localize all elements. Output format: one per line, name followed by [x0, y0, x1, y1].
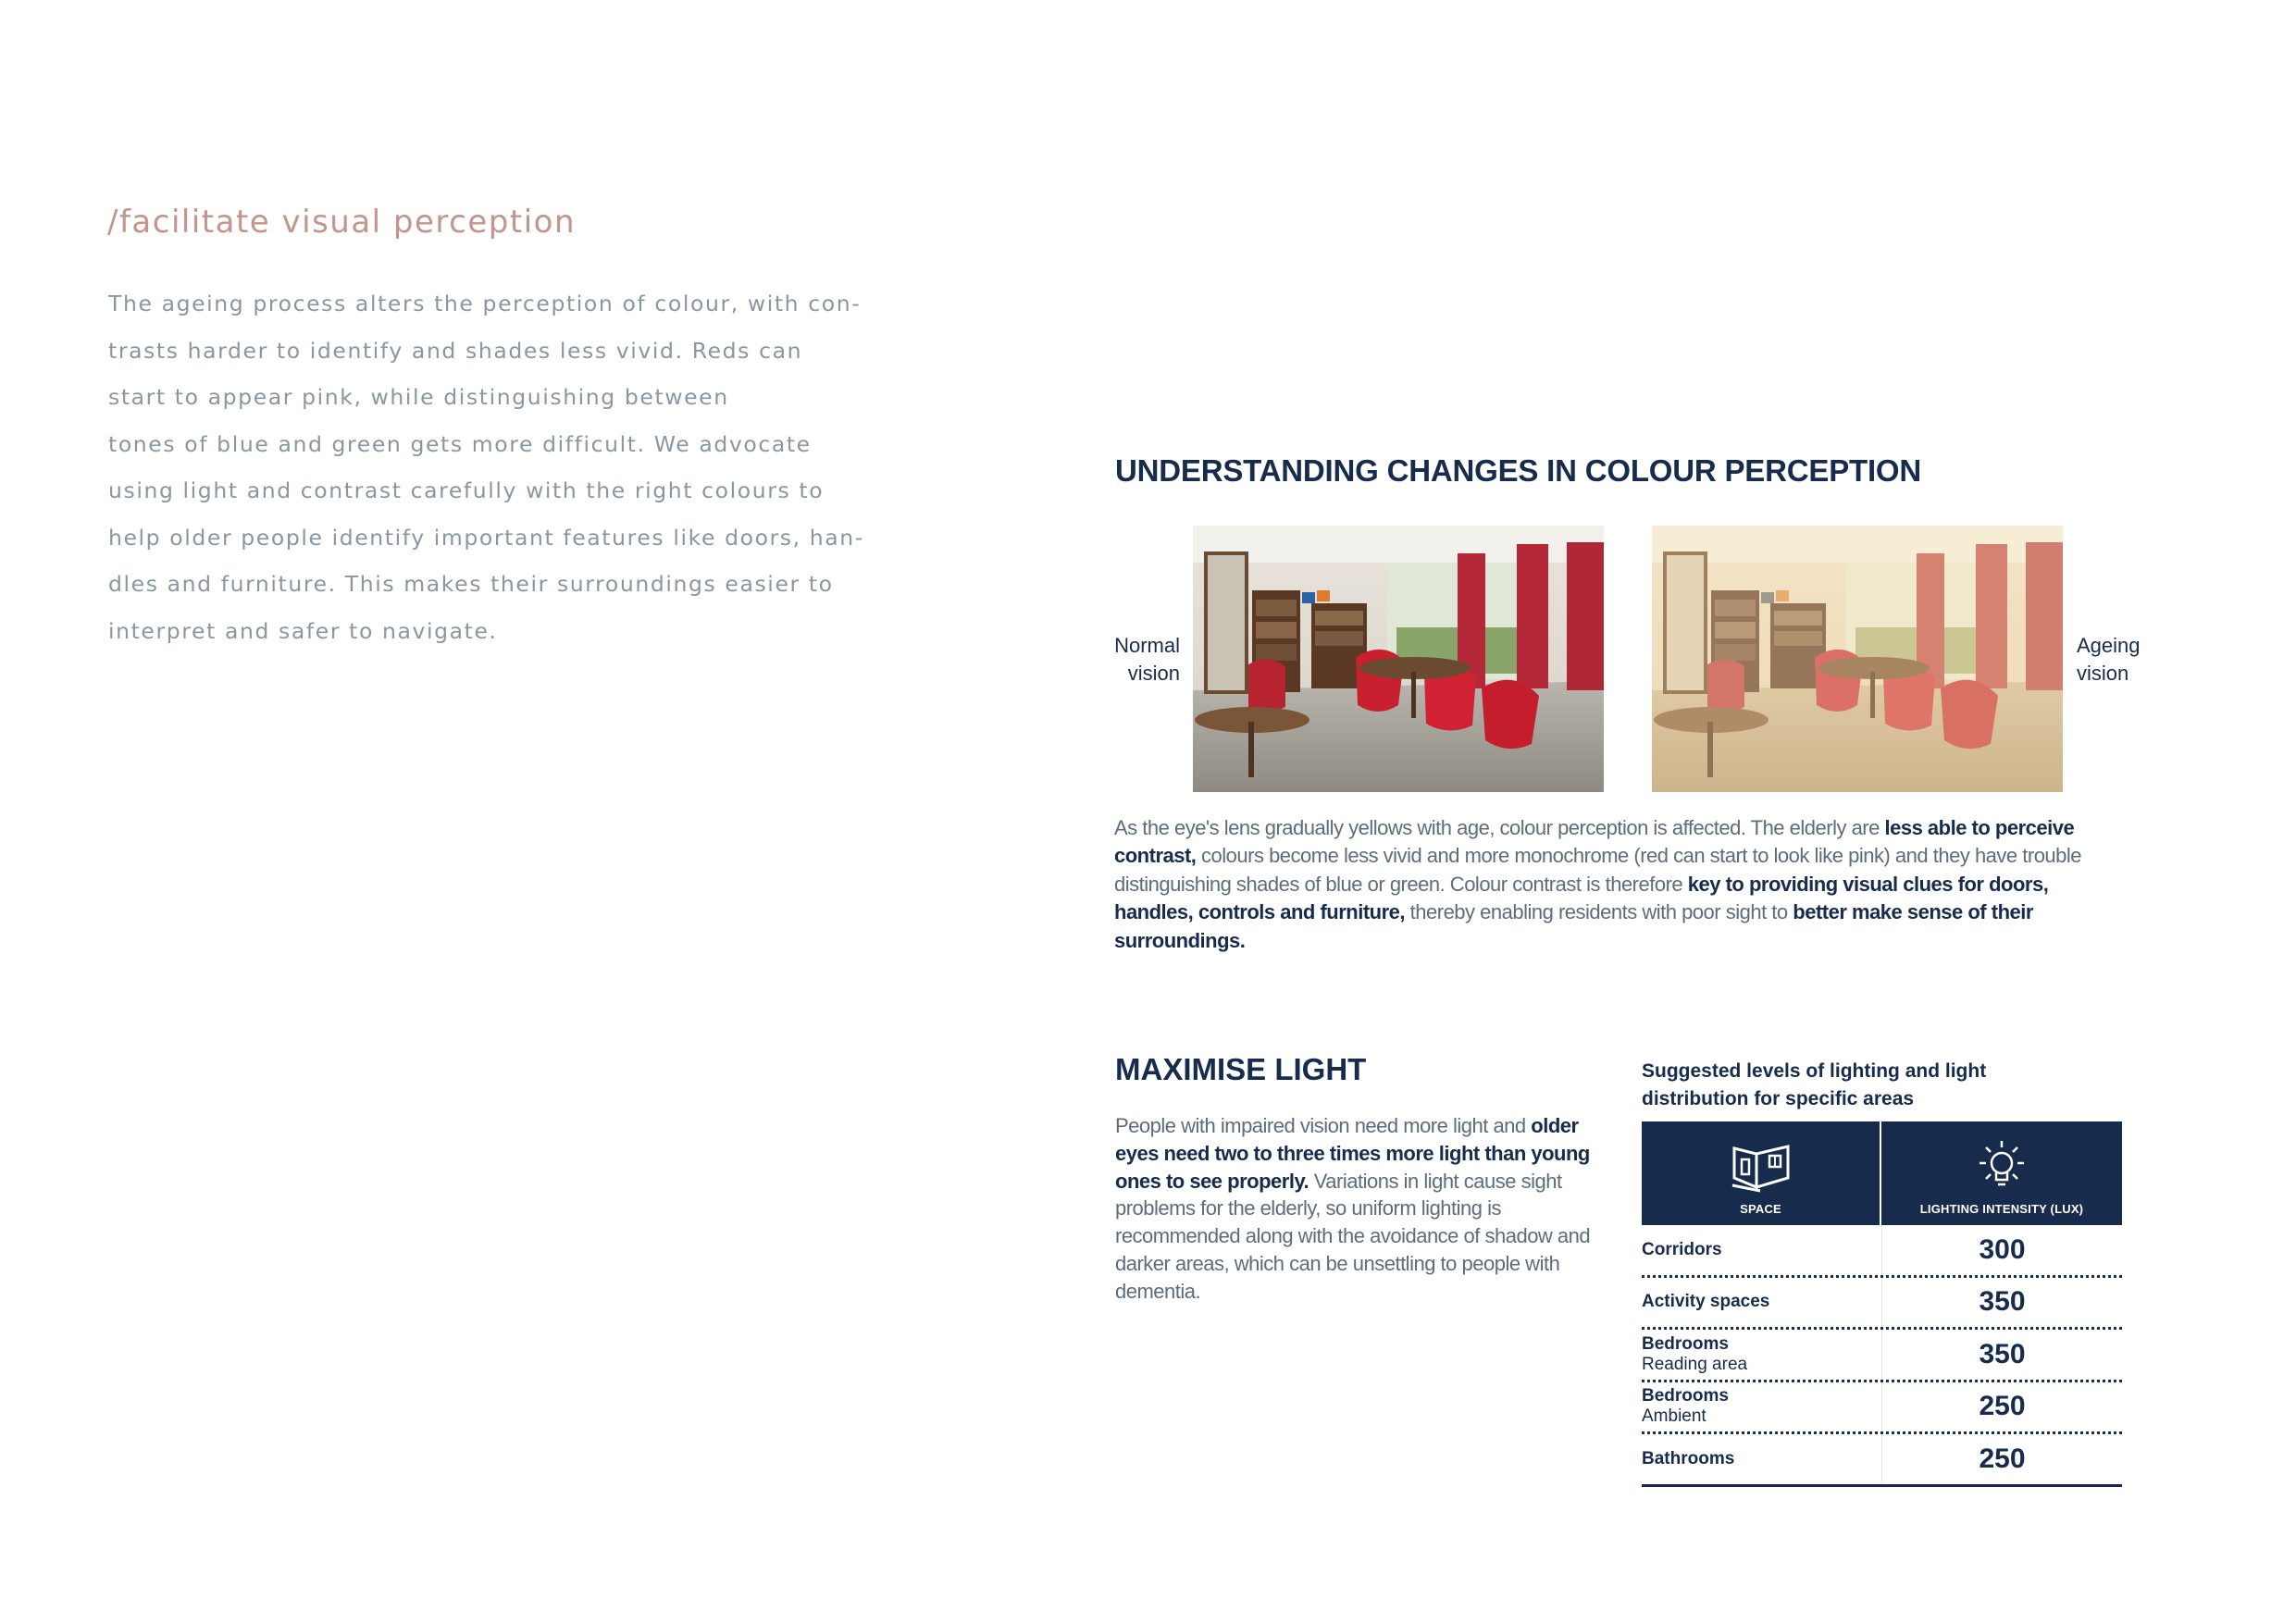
table-row: [1642, 1330, 2122, 1382]
colour-text: As the eye's lens gradually yellows with age, colour perception is affected. The elderly are: [1114, 816, 1885, 839]
light-text: Variations in light cause sight problems for the elderly, so uniform lighting is recommended along with the avoidance of shadow and darker areas, which can be unsettling to people with dementia.: [1115, 1169, 1591, 1303]
intro-line: help older people identify important features like doors, han-: [108, 524, 864, 551]
space-subname: Reading area: [1642, 1354, 1748, 1374]
table-row: [1642, 1225, 2122, 1278]
intro-line: tones of blue and green gets more difficult. We advocate: [108, 430, 812, 457]
intro-line: using light and contrast carefully with the right colours to: [108, 477, 825, 503]
lux-value: 300: [1979, 1233, 2026, 1265]
intro-paragraph: [108, 280, 864, 654]
space-name: Bedrooms: [1642, 1386, 1729, 1406]
intro-line: trasts harder to identify and shades less vivid. Reds can: [108, 337, 803, 364]
intro-line: The ageing process alters the perception of colour, with con-: [108, 291, 862, 316]
space-name: Bathrooms: [1642, 1448, 1735, 1468]
ageing-vision-label: [2077, 632, 2141, 688]
lux-value: 250: [1979, 1391, 2026, 1422]
table-row: [1642, 1434, 2122, 1487]
lux-value: 250: [1979, 1443, 2026, 1474]
section-heading-facilitate: /facilitate visual perception: [107, 204, 576, 241]
intensity-header-label: LIGHTING INTENSITY (LUX): [1919, 1202, 2084, 1216]
space-cell: [1642, 1330, 1882, 1380]
lux-table: [1642, 1121, 2122, 1487]
normal-vision-label-line1: Normal: [1114, 634, 1180, 657]
light-emphasis: older eyes need two to three times more light than young ones to see properly.: [1115, 1114, 1590, 1193]
intro-line: interpret and safer to navigate.: [108, 617, 498, 644]
lightbulb-icon: [1972, 1139, 2031, 1193]
maximise-light-heading: MAXIMISE LIGHT: [1115, 1052, 1367, 1086]
space-header-label: SPACE: [1740, 1202, 1781, 1216]
lux-value: 350: [1979, 1338, 2026, 1369]
normal-vision-room-image: [1193, 526, 1604, 792]
light-text: People with impaired vision need more light and: [1115, 1114, 1532, 1137]
colour-perception-paragraph: [1114, 814, 2132, 955]
ageing-vision-label-line1: Ageing: [2077, 634, 2141, 657]
space-header-cell: [1642, 1121, 1881, 1225]
colour-perception-heading: UNDERSTANDING CHANGES IN COLOUR PERCEPTION: [1115, 453, 1922, 488]
colour-emphasis: less able to perceive contrast,: [1114, 816, 2075, 868]
lux-table-header: [1642, 1121, 2122, 1225]
ageing-vision-photo: [1652, 526, 2063, 792]
ageing-vision-label-line2: vision: [2077, 662, 2129, 685]
space-cell: [1642, 1434, 1882, 1484]
space-subname: Ambient: [1642, 1406, 1706, 1427]
lux-value: 350: [1979, 1286, 2026, 1318]
normal-vision-label-line2: vision: [1127, 662, 1180, 685]
maximise-light-paragraph: [1115, 1112, 1596, 1306]
ageing-vision-room-image: [1652, 526, 2063, 792]
intensity-header-cell: [1881, 1121, 2122, 1225]
normal-vision-photo: [1193, 526, 1604, 792]
table-row: [1642, 1278, 2122, 1331]
normal-vision-label: [1106, 632, 1180, 688]
colour-text: thereby enabling residents with poor sight to: [1405, 900, 1793, 924]
space-name: Corridors: [1642, 1239, 1722, 1259]
space-cell: [1642, 1382, 1882, 1432]
colour-emphasis: key to providing visual clues for doors, handles, controls and furniture,: [1114, 872, 2049, 924]
space-name: Activity spaces: [1642, 1292, 1770, 1312]
colour-emphasis: better make sense of their surroundings.: [1114, 900, 2033, 952]
intro-line: start to appear pink, while distinguishing between: [108, 384, 729, 410]
space-name: Bedrooms: [1642, 1333, 1729, 1354]
intro-line: dles and furniture. This makes their surroundings easier to: [108, 571, 834, 597]
room-icon: [1729, 1141, 1793, 1193]
space-cell: [1642, 1278, 1882, 1328]
table-row: [1642, 1382, 2122, 1435]
lux-table-caption: Suggested levels of lighting and light distribution for specific areas: [1642, 1060, 1987, 1109]
colour-text: colours become less vivid and more monochrome (red can start to look like pink) and they have trouble distinguishing shades of blue or green. Colour contrast is therefore: [1114, 844, 2082, 896]
space-cell: [1642, 1225, 1882, 1275]
